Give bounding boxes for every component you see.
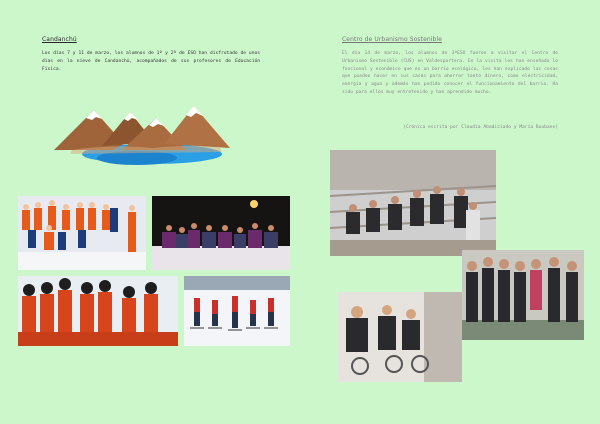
cus-credit: (Crónica escrita por Claudia Abadiciado y María Buubaes) (403, 125, 558, 130)
candanchu-body-text: Los días 7 y 11 de marzo, los alumnos de 1º y 2º de ESO han disfrutado de unos días en la nieve de Candanchú, acompañados de sus profesores de Educación Física. (42, 51, 260, 72)
mountains-lake-illustration (52, 104, 242, 168)
photo-students-outdoor-group (462, 250, 584, 340)
cus-title: Centro de Urbanismo Sostenible (342, 36, 443, 43)
photo-skiers-on-slope (184, 276, 290, 346)
photo-night-snow-group (152, 196, 290, 270)
photo-ski-students-helmets (18, 276, 178, 346)
photo-students-exercise-bikes (338, 292, 462, 382)
candanchu-title: Candanchú (42, 36, 77, 43)
cus-body-text: El día 14 de marzo, los alumnos de 3ºESO fueron a visitar el Centro de Urbanismo Sostenible (CUS) en Valdespartera. En la visita les han enseñado lo funcional y económico que es un barrio ecológico, les han explicado las cosas que pueden hacer en sus casas para ahorrar tanto dinero, como electricidad, energía y agua y además han podido conocer el funcionamiento del barrio. Ha sido para ellos muy entretenido y han aprendido mucho. (342, 51, 558, 95)
photo-ski-group-orange (18, 196, 146, 270)
photo-students-seated-auditorium (330, 150, 496, 256)
